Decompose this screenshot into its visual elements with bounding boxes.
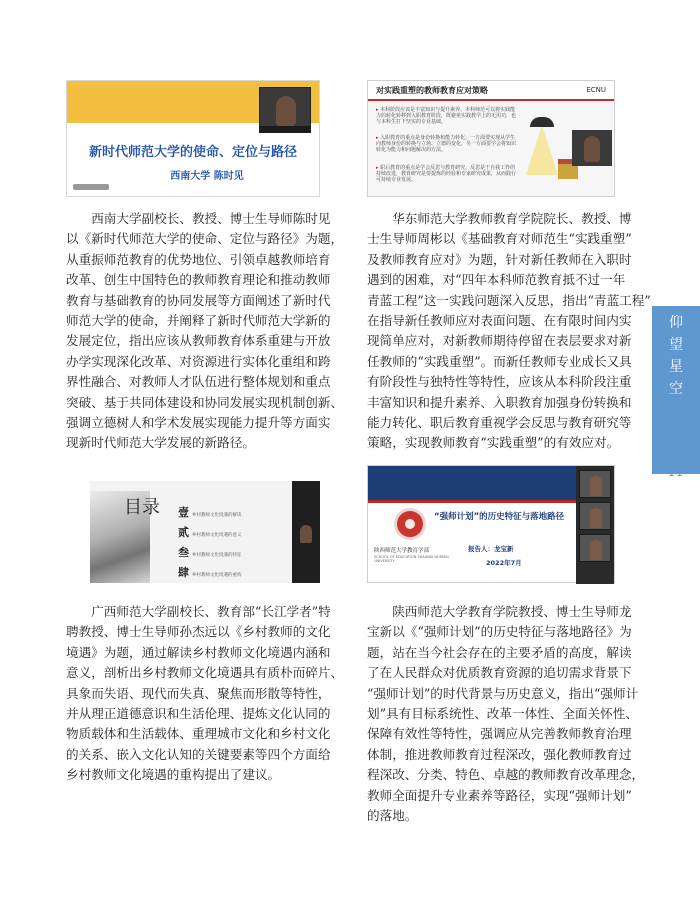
side-title-char: 仰	[669, 315, 683, 331]
text-line: 任教师的“实践重塑”。而新任教师专业成长又具	[367, 353, 632, 369]
text-line: 强调立德树人和学术发展实现能力提升等方面实	[66, 415, 331, 431]
text-line: 并从理正道德意识和生活伦理、提炼文化认同的	[66, 706, 331, 722]
text-line: 师范大学的使命，并阐释了新时代师范大学新的	[66, 313, 331, 329]
text-line: 的关系、嵌入文化认知的关键要素等四个方面给	[66, 746, 331, 762]
text-line: 遇到的困难，对“四年本科师范教育抵不过一年	[367, 272, 626, 288]
text-line: 青蓝工程”这一实践问题深入反思，指出“青蓝工程”	[367, 292, 651, 308]
unit-name: 陕西师范大学教育学部	[374, 548, 430, 554]
text-line: 华东师范大学教师教育学院院长、教授、博	[367, 211, 632, 226]
bullet-text: 本科阶段应该是丰富知识与提升素养。本科师范可以将实践能力的转化转移到入职教育阶段，既避免实践教学上的无用功，也与本科生打下坚实的专业基础。	[376, 107, 517, 125]
slide-unit	[374, 546, 464, 563]
article-paragraph-1	[66, 209, 344, 454]
text-line: 教育与基础教育的协同发展等方面阐述了新时代	[66, 292, 331, 308]
toc-item	[178, 561, 242, 580]
text-line: 界性融合、对教师人才队伍进行整体规划和重点	[66, 374, 331, 390]
university-seal	[394, 508, 426, 540]
text-line: 题，站在当今社会存在的主要矛盾的高度，解读	[367, 644, 632, 660]
video-column	[576, 466, 614, 584]
text-line: 的落地。	[367, 808, 418, 824]
toc-text: 乡村教师文化境遇的重构	[192, 573, 242, 578]
text-line: 士生导师周彬以《基础教育对师范生“实践重塑”	[367, 231, 632, 247]
video-tile	[579, 534, 611, 562]
text-line: 丰富知识和提升素养、入职教育加强身份转换和	[367, 394, 632, 410]
page-number: 11	[668, 466, 684, 479]
text-line: 突破、基于共同体建设和协同发展实现机制创新、	[66, 394, 344, 410]
text-line: 以《新时代师范大学的使命、定位与路径》为题，	[66, 231, 344, 247]
slide-screenshot-1	[66, 80, 320, 197]
text-line: 从重振师范教育的优势地位、引领卓越教师培育	[66, 251, 331, 267]
side-title-char: 星	[669, 359, 683, 375]
text-line: 广西师范大学副校长、教育部“长江学者”特	[66, 604, 331, 619]
article-paragraph-4	[367, 602, 645, 826]
slide-bullet: ▸ 职后教育的重点是学会反思与教育研究。反思是干自我工作的持续改进，教育研究是要提炼的经验和专家研究成果，从而践行可持续专业发展。	[376, 165, 517, 183]
text-line: 乡村教师文化境遇的重构提出了建议。	[66, 767, 281, 783]
speaker-figure	[590, 476, 602, 496]
slide-screenshot-3	[90, 481, 320, 583]
text-line: “强师计划”的时代背景与历史意义，指出“强师计	[367, 685, 639, 701]
text-line: 了在人民群众对优质教育资源的追切需求背景下	[367, 665, 632, 681]
speaker-figure	[276, 96, 296, 126]
video-tile	[579, 470, 611, 498]
side-vertical-title	[652, 306, 700, 400]
toc-item	[178, 521, 242, 540]
slide-date: 2022年7月	[486, 559, 522, 567]
text-line: 划”具有目标系统性、改革一体性、全面关怀性、	[367, 706, 638, 722]
side-title-char: 空	[669, 381, 683, 397]
slide-heading: 目录	[124, 497, 160, 518]
slide-author: 西南大学 陈时见	[170, 171, 244, 182]
toc-text: 乡村教师文化境遇的特征	[192, 553, 242, 558]
slide-reporter: 报告人：龙宝新	[468, 545, 514, 553]
article-paragraph-2	[367, 209, 651, 454]
video-thumbnail	[572, 130, 612, 166]
text-line: 体制，推进教师教育过程深改，强化教师教育过	[367, 746, 632, 762]
text-line: 现新时代师范大学发展的新路径。	[66, 435, 255, 451]
text-line: 及教师教育应对》为题，针对新任教师在入职时	[367, 251, 632, 267]
slide-screenshot-2	[367, 80, 615, 197]
article-paragraph-3	[66, 602, 344, 786]
text-line: 改革、创生中国特色的教师教育理论和推动教师	[66, 272, 331, 288]
lamp-beam	[526, 125, 558, 175]
text-line: 宝新以《“强师计划”的历史特征与落地路径》为	[367, 624, 632, 640]
side-tab	[652, 306, 700, 474]
text-line: 能力转化、职后教育重视学会反思与教育研究等	[367, 415, 632, 431]
toc-text: 乡村教师文化境遇的意义	[192, 533, 242, 538]
text-line: 陕西师范大学教育学院教授、博士生导师龙	[367, 604, 632, 619]
lamp-illustration	[518, 107, 558, 177]
slide-title: “强师计划”的历史特征与落地路径	[434, 512, 565, 522]
speaker-figure	[300, 525, 312, 543]
text-line: 聘教授、博士生导师孙杰远以《乡村教师的文化	[66, 624, 331, 640]
bullet-text: 职后教育的重点是学会反思与教育研究。反思是干自我工作的持续改进，教育研究是要提炼的经验和专家研究成果，从而践行可持续专业发展。	[376, 165, 517, 183]
slide-title: 对实践重塑的教师教育应对策略	[376, 86, 488, 95]
text-line: 在指导新任教师应对表面问题、在有限时间内实	[367, 313, 632, 329]
text-line: 教师全面提升专业素养等路径，实现“强师计划”	[367, 787, 632, 803]
text-line: 具象而失语、现代而失真、聚焦而形散等特性，	[66, 685, 331, 701]
ecnu-logo: ECNU	[586, 86, 606, 94]
player-controls	[73, 184, 109, 190]
side-title-char: 望	[669, 337, 683, 353]
text-line: 物质载体和生活载体、重理城市文化和乡村文化	[66, 726, 331, 742]
speaker-figure	[590, 540, 602, 560]
bullet-text: 入职教育的重点是身份转换和能力转化。一方面要实现从学生向教师身份的转换与立场、立德的变化，另一方面要学会将知识转化为能力和问题解决的方法。	[376, 135, 517, 153]
toc-item	[178, 541, 242, 560]
lamp-shade	[530, 117, 554, 127]
slide-header-rule	[368, 500, 578, 503]
text-line: 保障有效性等特性，强调应从完善教师教育治理	[367, 726, 632, 742]
toc-text: 乡村教师文化境遇的解读	[192, 513, 242, 518]
text-line: 发展定位，指出应该从教师教育体系重建与开放	[66, 333, 331, 349]
toc-num: 壹	[178, 506, 189, 519]
speaker-figure	[590, 508, 602, 528]
text-line: 办学实现深化改革、对资源进行实体化重组和跨	[66, 353, 331, 369]
slide-header-band	[368, 466, 578, 500]
slide-bullet: ▸ 入职教育的重点是身份转换和能力转化。一方面要实现从学生向教师身份的转换与立场、立德的变化，另一方面要学会将知识转化为能力和问题解决的方法。	[376, 135, 517, 153]
toc-num: 贰	[178, 526, 189, 539]
text-line: 境遇》为题，通过解读乡村教师文化境遇内涵和	[66, 644, 331, 660]
text-line: 现简单应对，对新教师期待停留在表层要求对新	[367, 333, 632, 349]
speaker-figure	[584, 136, 600, 162]
text-line: 意义，剖析出乡村教师文化境遇具有质朴而碎片、	[66, 665, 344, 681]
text-line: 程深改、分类、特色、卓越的教师教育改革理念，	[367, 767, 645, 783]
video-thumbnail	[292, 481, 320, 583]
video-thumbnail	[259, 87, 311, 133]
slide-screenshot-4	[367, 465, 615, 583]
text-line: 策略，实现教师教育“实践重塑”的有效应对。	[367, 435, 620, 451]
toc-item	[178, 501, 242, 520]
text-line: 西南大学副校长、教授、博士生导师陈时见	[66, 211, 331, 226]
slide-header	[368, 81, 614, 101]
toc-num: 肆	[178, 566, 189, 579]
video-caption-bar	[260, 126, 310, 133]
toc-num: 叁	[178, 546, 189, 559]
text-line: 有阶段性与独特性等特性，应该从本科阶段注重	[367, 374, 632, 390]
slide-title: 新时代师范大学的使命、定位与路径	[88, 145, 297, 160]
video-tile	[579, 502, 611, 530]
slide-bullet: ▸ 本科阶段应该是丰富知识与提升素养。本科师范可以将实践能力的转化转移到入职教育阶段，既避免实践教学上的无用功，也与本科生打下坚实的专业基础。	[376, 107, 517, 125]
unit-name-en: SCHOOL OF EDUCATION SHAANXI NORMAL UNIVERSITY	[374, 555, 450, 563]
